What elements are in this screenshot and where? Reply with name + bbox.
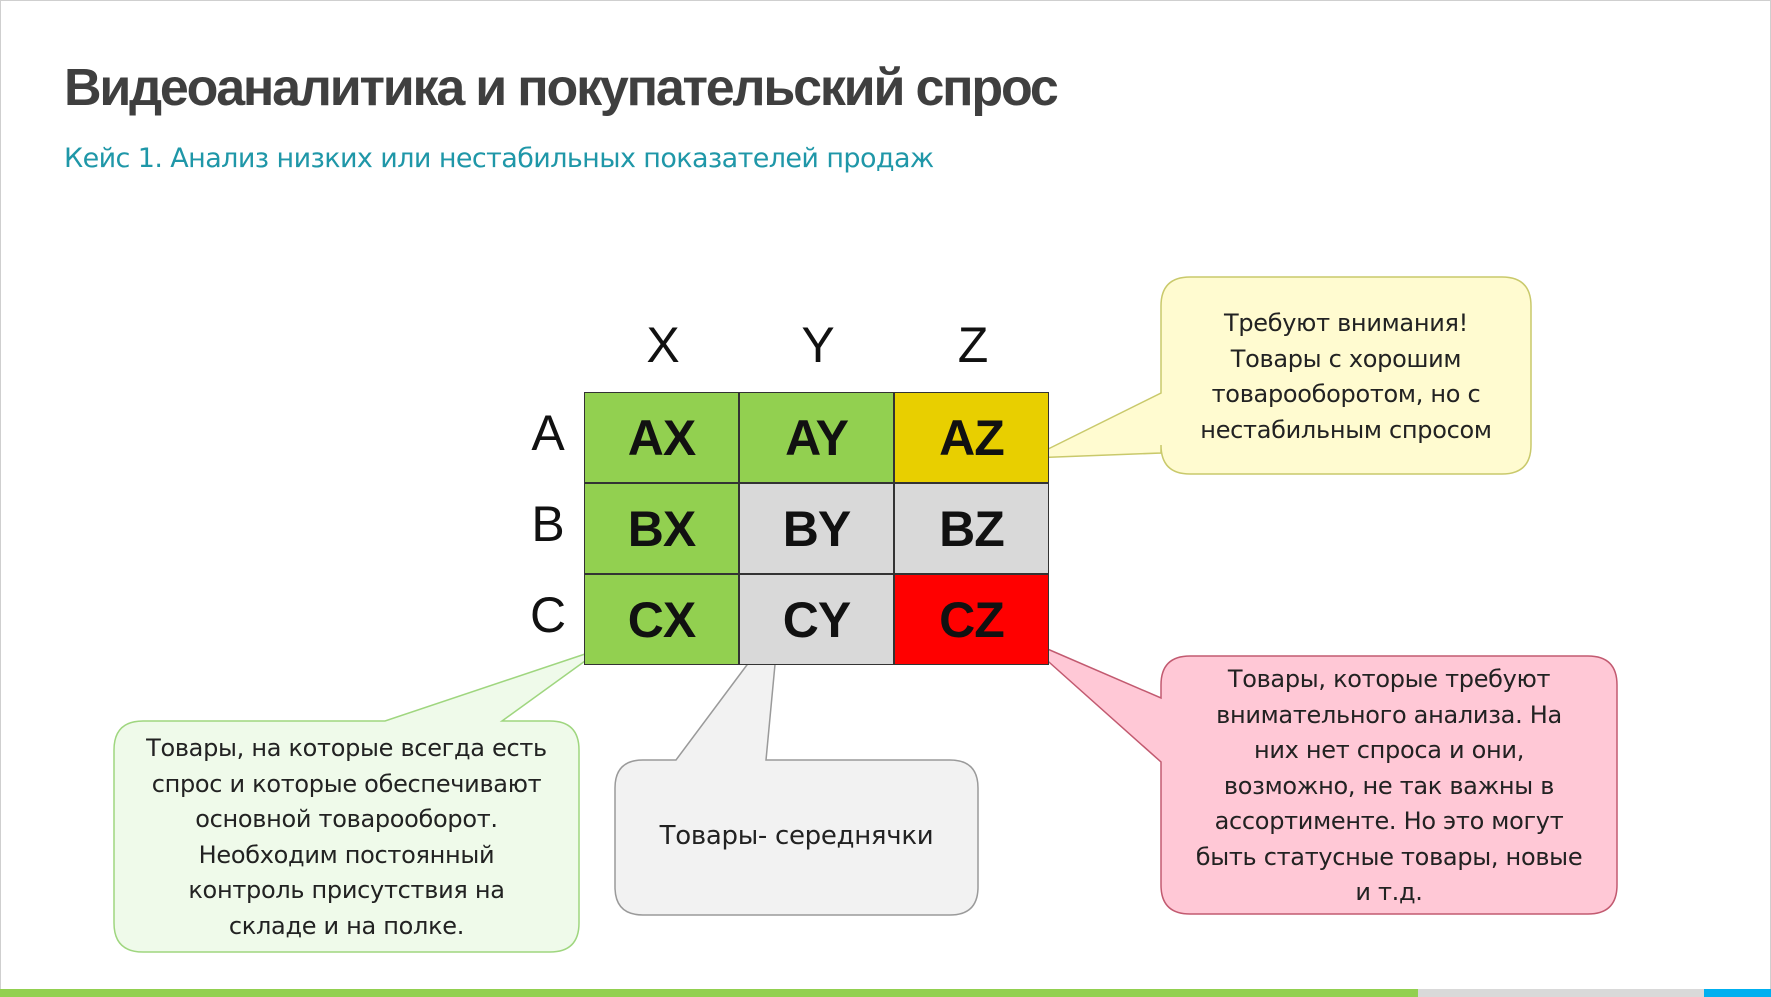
- footer-bar-green: [0, 989, 1418, 997]
- callout-core-text: Товары, на которые всегда есть спрос и которые обеспечивают основной товарооборот. Необходим постоянный контроль присутствия на складе и на полке.: [146, 734, 547, 940]
- matrix-cell-bz: BZ: [894, 483, 1049, 574]
- matrix-cell-by: BY: [739, 483, 894, 574]
- footer-bar-gray: [1418, 989, 1704, 997]
- row-label-a: A: [531, 405, 565, 461]
- column-label-x: X: [646, 317, 680, 373]
- slide-title: Видеоаналитика и покупательский спрос: [64, 59, 1057, 117]
- matrix-cell-bx: BX: [584, 483, 739, 574]
- footer-bar-blue: [1704, 989, 1771, 997]
- row-label-c: C: [529, 587, 567, 643]
- column-label-y: Y: [801, 317, 835, 373]
- callout-analysis-text: Товары, которые требуют внимательного анализа. На них нет спроса и они, возможно, не так важны в ассортименте. Но это могут быть статусные товары, новые и т.д.: [1195, 665, 1583, 906]
- matrix-cell-cz: CZ: [894, 574, 1049, 665]
- callout-middle-text: Товары- середнячки: [659, 821, 934, 851]
- matrix-cell-az: AZ: [894, 392, 1049, 483]
- matrix-cell-cy: CY: [739, 574, 894, 665]
- callout-attention-text: Требуют внимания! Товары с хорошим товарооборотом, но с нестабильным спросом: [1200, 309, 1492, 444]
- column-label-z: Z: [957, 317, 989, 373]
- matrix-cell-cx: CX: [584, 574, 739, 665]
- row-label-b: B: [531, 496, 565, 552]
- matrix-cell-ax: AX: [584, 392, 739, 483]
- slide-subtitle: Кейс 1. Анализ низких или нестабильных показателей продаж: [64, 143, 934, 174]
- matrix-cell-ay: AY: [739, 392, 894, 483]
- abc-xyz-matrix: [584, 392, 1052, 668]
